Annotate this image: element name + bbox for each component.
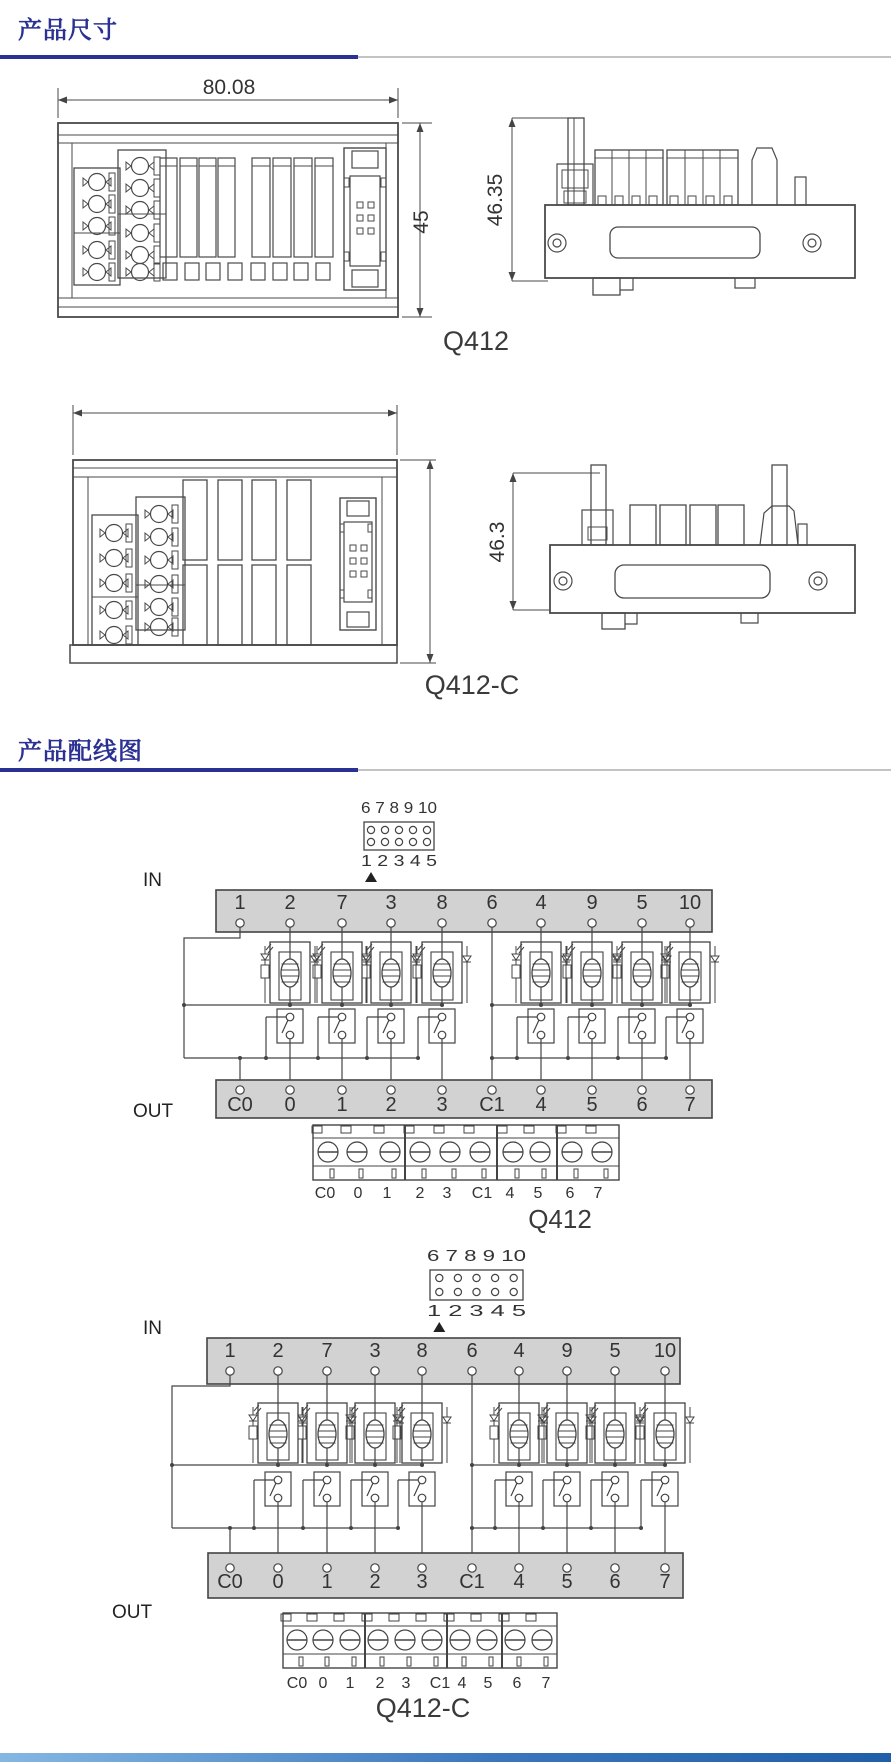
idc-connector	[427, 1248, 526, 1332]
idc-connector	[361, 800, 437, 882]
coil-symbol	[532, 959, 550, 987]
relay-contact-unit	[639, 1472, 678, 1564]
in-pin-number: 6	[466, 1340, 478, 1362]
out-pin-label: 0	[284, 1094, 296, 1116]
terminal-label: 7	[541, 1675, 551, 1692]
coil-symbol	[382, 959, 400, 987]
led-symbol	[261, 954, 269, 960]
terminal-label: C1	[429, 1675, 451, 1692]
in-pin-number: 9	[561, 1340, 573, 1362]
in-pin-number: 2	[272, 1340, 284, 1362]
out-pin-label: 2	[385, 1094, 397, 1116]
led-symbol	[490, 1415, 498, 1421]
coil-symbol	[681, 959, 699, 987]
out-pin-label: 7	[659, 1571, 671, 1593]
led-symbol	[512, 954, 520, 960]
terminal-label: 6	[565, 1185, 575, 1202]
connector-top-pin-numbers: 6 7 8 9 10	[427, 1248, 527, 1265]
terminal-label: 4	[457, 1675, 467, 1692]
out-pin-label: 4	[535, 1094, 547, 1116]
coil-symbol	[633, 959, 651, 987]
terminal-label: 1	[345, 1675, 355, 1692]
relay-coil-unit	[249, 1375, 307, 1465]
relay-coil-unit	[512, 927, 570, 1005]
coil-symbol	[583, 959, 601, 987]
coil-symbol	[433, 959, 451, 987]
out-pin-label: C1	[479, 1094, 505, 1116]
terminal-label: C0	[314, 1185, 336, 1202]
wiring-diagram-2	[112, 1248, 694, 1723]
relay-coil-unit	[393, 1375, 451, 1465]
in-pin-number: 10	[653, 1340, 677, 1362]
coil-symbol	[558, 1420, 576, 1448]
in-label: IN	[143, 1318, 162, 1339]
led-symbol	[249, 1415, 257, 1421]
relay-coil-unit	[586, 1375, 644, 1465]
relay-contact-unit	[264, 1009, 303, 1086]
relay-contact-unit	[349, 1472, 388, 1564]
out-pin-label: 6	[609, 1571, 621, 1593]
diode-symbol	[463, 956, 471, 962]
diode-symbol	[711, 956, 719, 962]
out-pin-label: 2	[369, 1571, 381, 1593]
relay-contact-unit	[566, 1009, 605, 1086]
section-rule-dimensions	[0, 56, 891, 58]
out-pin-label: 4	[513, 1571, 525, 1593]
terminal-label: 4	[505, 1185, 515, 1202]
pin1-marker-triangle	[433, 1322, 445, 1332]
connector-top-pin-numbers: 6 7 8 9 10	[361, 800, 438, 817]
relay-coil-unit	[538, 1375, 596, 1465]
out-pin-label: 3	[436, 1094, 448, 1116]
out-label: OUT	[112, 1602, 153, 1623]
coil-symbol	[318, 1420, 336, 1448]
q412-side-view	[484, 118, 855, 295]
q412-width-dim: 80.08	[202, 76, 256, 99]
in-label: IN	[143, 870, 162, 891]
terminal-label: 7	[593, 1185, 603, 1202]
out-pin-label: 5	[561, 1571, 573, 1593]
relay-contact-unit	[396, 1472, 435, 1564]
terminal-label: 1	[382, 1185, 392, 1202]
relay-coil-unit	[661, 927, 719, 1005]
in-pin-number: 7	[336, 892, 348, 914]
relay-coil-unit	[261, 927, 319, 1005]
relay-contact-unit	[316, 1009, 355, 1086]
coil-symbol	[366, 1420, 384, 1448]
terminal-label: C1	[471, 1185, 493, 1202]
terminal-label: 3	[401, 1675, 411, 1692]
connector-bottom-pin-numbers: 1 2 3 4 5	[427, 1303, 527, 1320]
pin1-marker-triangle	[365, 872, 377, 882]
relay-contact-unit	[589, 1472, 628, 1564]
diode-symbol	[443, 1417, 451, 1423]
in-pin-number: 1	[224, 1340, 236, 1362]
q412c-side-view	[486, 465, 855, 629]
relay-coil-unit	[613, 927, 671, 1005]
out-pin-label: 6	[636, 1094, 648, 1116]
relay-contact-unit	[616, 1009, 655, 1086]
out-pin-label: C1	[459, 1571, 485, 1593]
out-pin-label: 7	[684, 1094, 696, 1116]
rule-accent	[0, 55, 358, 59]
coil-symbol	[656, 1420, 674, 1448]
section-rule-wiring	[0, 769, 891, 771]
coil-symbol	[281, 959, 299, 987]
relay-contact-unit	[515, 1009, 554, 1086]
in-pin-number: 5	[609, 1340, 621, 1362]
out-pin-label: 1	[336, 1094, 348, 1116]
dimension-drawings	[58, 76, 855, 700]
relay-contact-unit	[301, 1472, 340, 1564]
terminal-label: 0	[318, 1675, 328, 1692]
section-header-wiring: 产品配线图	[18, 738, 143, 765]
relay-contact-unit	[493, 1472, 532, 1564]
out-pin-label: 1	[321, 1571, 333, 1593]
relay-contact-unit	[416, 1009, 455, 1086]
terminal-label: 2	[415, 1185, 425, 1202]
relay-coil-unit	[636, 1375, 694, 1465]
q412c-front-view	[70, 405, 436, 663]
coil-symbol	[333, 959, 351, 987]
in-pin-number: 10	[678, 892, 702, 914]
q412-height-dim: 45	[410, 210, 433, 234]
in-pin-number: 4	[535, 892, 547, 914]
terminal-label: C0	[286, 1675, 308, 1692]
in-pin-number: 4	[513, 1340, 525, 1362]
terminal-block	[281, 1613, 557, 1692]
out-pin-label: C0	[227, 1094, 253, 1116]
q412-view-title: Q412	[442, 326, 510, 356]
q412c-view-title: Q412-C	[424, 670, 520, 700]
wiring-diagram-title: Q412-C	[375, 1693, 471, 1723]
relay-contact-unit	[365, 1009, 404, 1086]
coil-symbol	[606, 1420, 624, 1448]
wiring-diagrams-svg	[0, 778, 891, 1748]
bottom-accent-bar	[0, 1753, 891, 1762]
coil-symbol	[413, 1420, 431, 1448]
relay-coil-unit	[413, 927, 471, 1005]
q412-front-view	[58, 76, 433, 317]
out-pin-label: 5	[586, 1094, 598, 1116]
in-pin-number: 5	[636, 892, 648, 914]
relay-contact-unit	[541, 1472, 580, 1564]
out-pin-label: 3	[416, 1571, 428, 1593]
dimension-drawings-svg	[0, 60, 891, 720]
in-pin-number: 7	[321, 1340, 333, 1362]
in-pin-number: 8	[416, 1340, 428, 1362]
out-pin-label: 0	[272, 1571, 284, 1593]
coil-symbol	[510, 1420, 528, 1448]
coil-symbol	[269, 1420, 287, 1448]
relay-contact-unit	[664, 1009, 703, 1086]
terminal-label: 3	[442, 1185, 452, 1202]
terminal-label: 5	[533, 1185, 543, 1202]
connector-bottom-pin-numbers: 1 2 3 4 5	[361, 853, 438, 870]
relay-contact-unit	[252, 1472, 291, 1564]
terminal-label: 2	[375, 1675, 385, 1692]
relay-coil-unit	[298, 1375, 356, 1465]
in-pin-number: 3	[369, 1340, 381, 1362]
in-pin-number: 1	[234, 892, 246, 914]
out-pin-label: C0	[217, 1571, 243, 1593]
in-pin-number: 9	[586, 892, 598, 914]
terminal-label: 0	[353, 1185, 363, 1202]
relay-coil-unit	[490, 1375, 548, 1465]
relay-coil-unit	[362, 927, 420, 1005]
out-label: OUT	[133, 1101, 174, 1122]
q412c-side-height-dim: 46.3	[486, 521, 509, 563]
terminal-block	[312, 1125, 619, 1202]
relay-coil-unit	[563, 927, 621, 1005]
in-pin-number: 2	[284, 892, 296, 914]
wiring-diagram-title: Q412	[528, 1204, 592, 1234]
in-pin-number: 6	[486, 892, 498, 914]
wiring-diagram-1	[133, 800, 719, 1234]
diode-symbol	[686, 1417, 694, 1423]
terminal-label: 6	[512, 1675, 522, 1692]
relay-coil-unit	[346, 1375, 404, 1465]
in-pin-number: 3	[385, 892, 397, 914]
in-pin-number: 8	[436, 892, 448, 914]
terminal-label: 5	[483, 1675, 493, 1692]
led-symbol	[313, 954, 321, 960]
rule-accent	[0, 768, 358, 772]
section-header-dimensions: 产品尺寸	[18, 17, 118, 44]
q412-side-height-dim: 46.35	[484, 173, 507, 227]
